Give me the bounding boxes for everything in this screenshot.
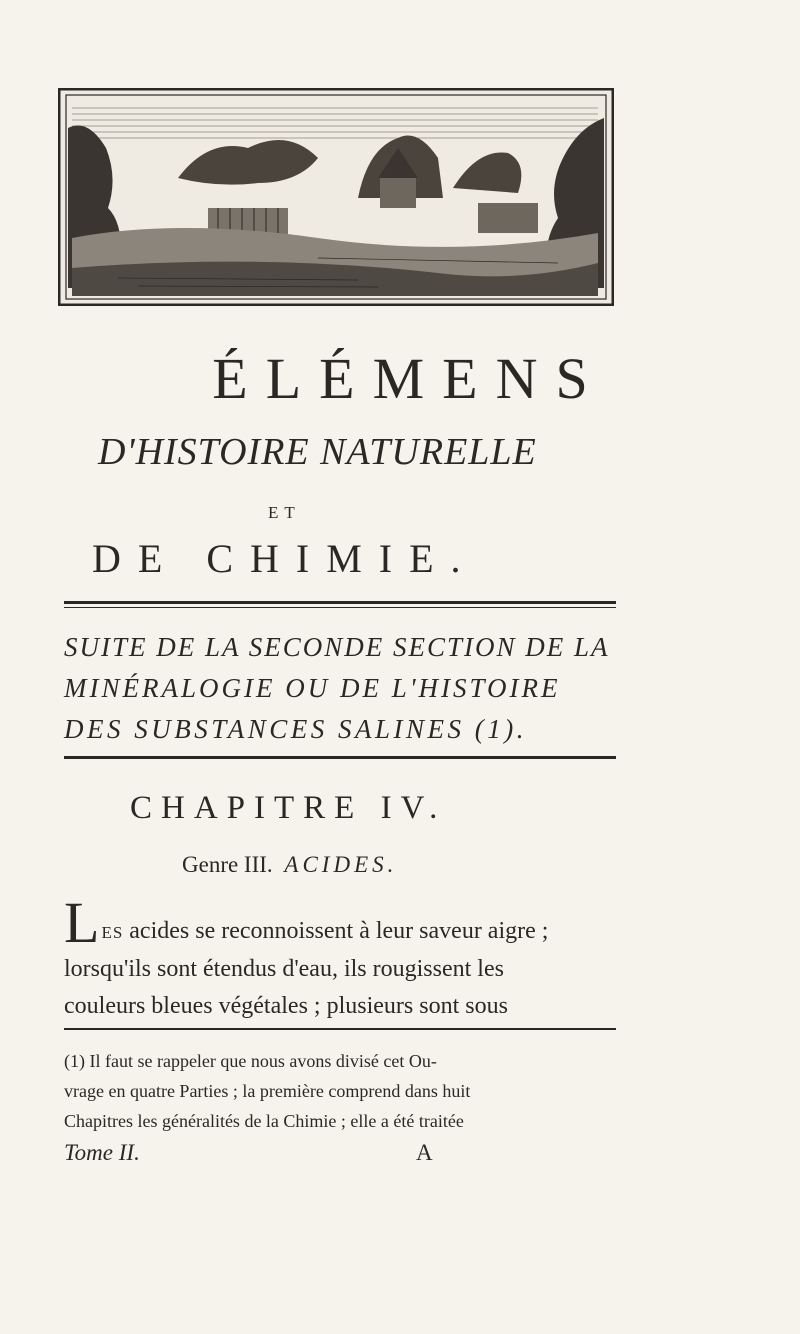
body-line: lorsqu'ils sont étendus d'eau, ils rougissent les bbox=[64, 956, 504, 982]
genre-name: ACIDES. bbox=[284, 852, 398, 877]
section-line: SUITE DE LA SECONDE SECTION DE LA bbox=[64, 632, 610, 662]
body-paragraph bbox=[64, 890, 624, 1025]
footnote-line: vrage en quatre Parties ; la première comprend dans huit bbox=[64, 1081, 471, 1101]
genre-heading bbox=[182, 852, 642, 878]
title-elemens: ÉLÉMENS bbox=[212, 346, 606, 411]
title-chimie: DE CHIMIE. bbox=[92, 536, 478, 581]
title-et: ET bbox=[268, 503, 301, 522]
section-heading bbox=[64, 627, 624, 750]
footnote-line: Chapitres les généralités de la Chimie ; elle a été traitée bbox=[64, 1111, 464, 1131]
body-line-1-rest: acides se reconnoissent à leur saveur aigre ; bbox=[123, 918, 549, 944]
engraved-landscape-vignette bbox=[58, 88, 614, 306]
section-line: MINÉRALOGIE OU DE L'HISTOIRE bbox=[64, 673, 561, 703]
first-word-rest: ES bbox=[101, 923, 124, 942]
page-footer bbox=[64, 1140, 624, 1170]
signature-mark: A bbox=[416, 1140, 433, 1165]
chapter-heading: CHAPITRE IV. bbox=[130, 790, 447, 826]
section-line: DES SUBSTANCES SALINES (1). bbox=[64, 714, 527, 744]
footnote-line: (1) Il faut se rappeler que nous avons divisé cet Ou- bbox=[64, 1051, 437, 1071]
drop-cap: L bbox=[64, 890, 100, 955]
divider-rule bbox=[64, 607, 616, 608]
divider-rule bbox=[64, 756, 616, 759]
body-line bbox=[64, 890, 624, 955]
body-line: couleurs bleues végétales ; plusieurs sont sous bbox=[64, 993, 508, 1019]
footnote-rule bbox=[64, 1028, 616, 1030]
tome-label: Tome II. bbox=[64, 1140, 140, 1165]
title-histoire-naturelle: D'HISTOIRE NATURELLE bbox=[98, 431, 537, 473]
divider-rule bbox=[64, 601, 616, 604]
genre-label: Genre III. bbox=[182, 852, 273, 877]
footnote bbox=[64, 1046, 624, 1136]
